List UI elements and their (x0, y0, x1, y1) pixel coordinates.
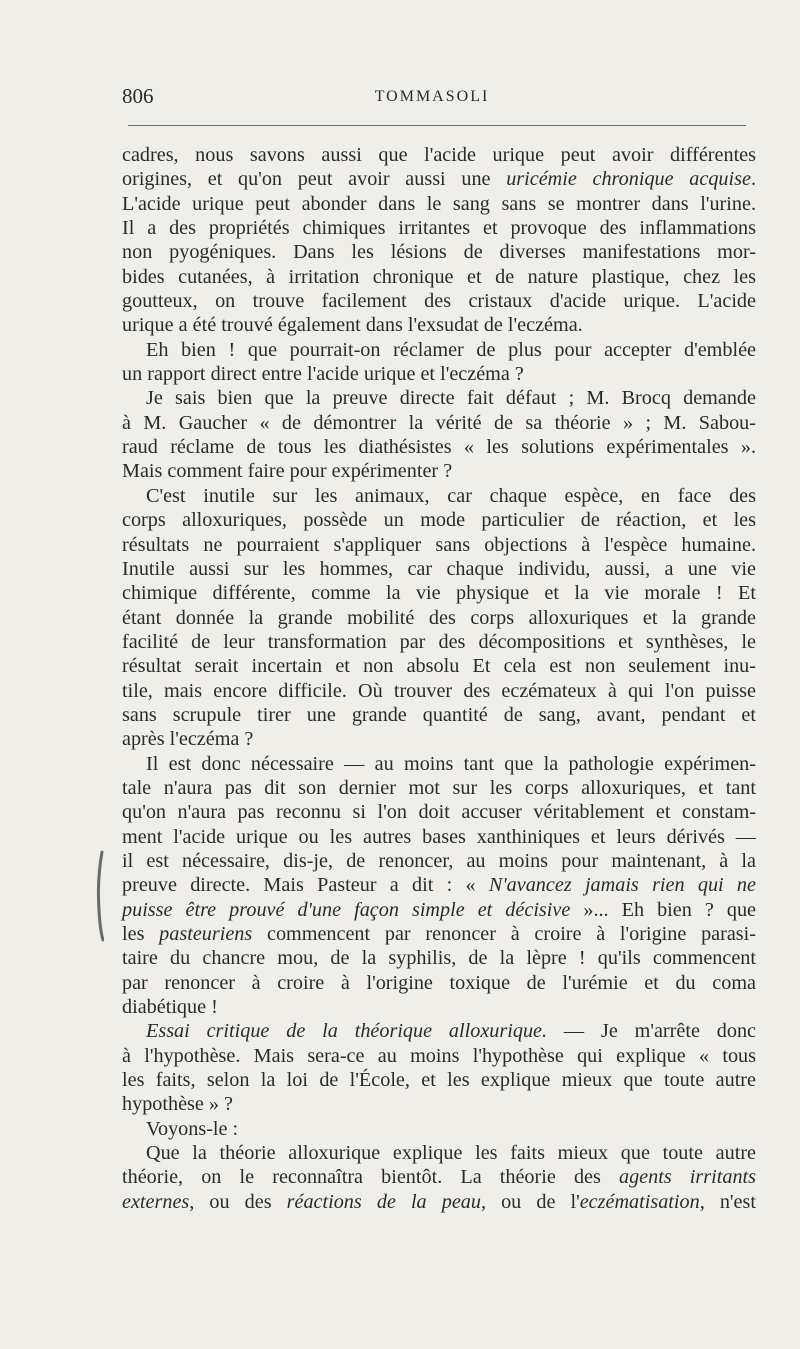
text-run: résultats ne pourraient s'appliquer sans objections à l'espèce humaine. (122, 533, 756, 556)
text-line (122, 800, 756, 824)
text-run: facilité de leur transformation par des décompositions et synthèses, le (122, 630, 756, 653)
text-line (122, 1044, 756, 1068)
text-line (122, 825, 756, 849)
text-line (122, 727, 756, 751)
text-run: Voyons-le : (146, 1117, 239, 1140)
text-run: résultat serait incertain et non absolu Et cela est non seulement inu- (122, 655, 756, 678)
page-header (122, 84, 750, 114)
text-run: ment l'acide urique ou les autres bases xanthiniques et leurs dérivés — (122, 825, 756, 848)
text-run: , ou de l' (480, 1190, 580, 1213)
italic-text: Essai critique de la théorique alloxurique. (146, 1020, 548, 1043)
text-line (122, 484, 756, 508)
text-run: les faits, selon la loi de l'École, et les explique mieux que toute autre (122, 1069, 756, 1092)
text-run: corps alloxuriques, possède un mode particulier de réaction, et les (122, 509, 756, 532)
text-run: Que la théorie alloxurique explique les faits mieux que toute autre (146, 1142, 756, 1165)
page-number: 806 (122, 84, 154, 108)
text-run: urique a été trouvé également dans l'exsudat de l'eczéma. (122, 314, 583, 337)
text-line (122, 1141, 756, 1165)
text-line (122, 265, 756, 289)
italic-text: uricémie chronique acquise (506, 168, 751, 191)
text-line (122, 192, 756, 216)
text-run: goutteux, on trouve facilement des cristaux d'acide urique. L'acide (122, 290, 756, 313)
text-run: Inutile aussi sur les hommes, car chaque individu, aussi, a une vie (122, 557, 756, 580)
text-line (122, 873, 756, 897)
italic-text: eczématisation (579, 1190, 700, 1213)
text-run: preuve directe. Mais Pasteur a dit : « (122, 874, 489, 897)
text-line (122, 1068, 756, 1092)
text-run: diabétique ! (122, 996, 218, 1019)
text-run: , ou des (189, 1190, 287, 1213)
text-run: un rapport direct entre l'acide urique et l'eczéma ? (122, 363, 524, 386)
body-text (122, 143, 756, 1214)
text-run: »... Eh bien ? que (570, 898, 757, 921)
text-line (122, 508, 756, 532)
text-run: L'acide urique peut abonder dans le sang sans se montrer dans l'urine. (122, 192, 756, 215)
text-run: à l'hypothèse. Mais sera-ce au moins l'hypothèse qui explique « tous (122, 1044, 756, 1067)
text-line (122, 411, 756, 435)
text-line (122, 533, 756, 557)
text-line (122, 703, 756, 727)
text-line (122, 1019, 756, 1043)
text-run: commencent par renoncer à croire à l'origine parasi- (252, 923, 756, 945)
text-line (122, 946, 756, 970)
text-run: qu'on n'aura pas reconnu si l'on doit accuser véritablement et constam- (122, 801, 756, 824)
text-run: Eh bien ! que pourrait-on réclamer de plus pour accepter d'emblée (146, 338, 756, 361)
text-line (122, 459, 756, 483)
text-line (122, 581, 756, 605)
text-line (122, 313, 756, 337)
text-run: tale n'aura pas dit son dernier mot sur les corps alloxuriques, et tant (122, 776, 756, 799)
text-line (122, 995, 756, 1019)
text-line (122, 289, 756, 313)
text-line (122, 630, 756, 654)
text-line (122, 679, 756, 703)
text-run: Il est donc nécessaire — au moins tant que la pathologie expérimen- (146, 752, 756, 775)
text-line (122, 338, 756, 362)
text-line (122, 654, 756, 678)
text-line (122, 849, 756, 873)
text-line (122, 1165, 756, 1189)
running-title: TOMMASOLI (374, 88, 490, 105)
text-run: hypothèse » ? (122, 1093, 234, 1116)
text-run: chimique différente, comme la vie physique et la vie morale ! Et (122, 582, 756, 605)
text-line (122, 435, 756, 459)
text-line (122, 362, 756, 386)
text-line (122, 1117, 756, 1141)
margin-pencil-mark (96, 850, 104, 942)
text-run: les (122, 923, 160, 945)
text-line (122, 143, 756, 167)
text-run: par renoncer à croire à l'origine toxique de l'urémie et du coma (122, 971, 756, 994)
header-rule (128, 125, 746, 126)
text-run: tile, mais encore difficile. Où trouver des eczémateux à qui l'on puisse (122, 679, 756, 702)
text-run: , n'est (699, 1190, 756, 1213)
text-run: raud réclame de tous les diathésistes « les solutions expérimentales ». (122, 436, 756, 459)
text-run: origines, et qu'on peut avoir aussi une (122, 168, 507, 191)
italic-text: externes (122, 1190, 190, 1213)
text-line (122, 386, 756, 410)
text-line (122, 1190, 756, 1214)
text-line (122, 922, 756, 946)
text-run: étant donnée la grande mobilité des corps alloxuriques et la grande (122, 606, 756, 629)
text-line (122, 240, 756, 264)
text-run: il est nécessaire, dis-je, de renoncer, au moins pour maintenant, à la (122, 849, 756, 872)
text-run: Je sais bien que la preuve directe fait défaut ; M. Brocq demande (146, 387, 756, 410)
text-line (122, 216, 756, 240)
text-line (122, 971, 756, 995)
text-run: non pyogéniques. Dans les lésions de diverses manifestations mor- (122, 241, 756, 264)
text-run: taire du chancre mou, de la syphilis, de la lèpre ! qu'ils commencent (122, 947, 756, 970)
text-line (122, 752, 756, 776)
text-line (122, 1092, 756, 1116)
text-run: Mais comment faire pour expérimenter ? (122, 460, 453, 483)
text-run: après l'eczéma ? (122, 728, 254, 751)
text-run: Il a des propriétés chimiques irritantes et provoque des inflammations (122, 217, 756, 240)
text-line (122, 167, 756, 191)
text-line (122, 606, 756, 630)
text-run: à M. Gaucher « de démontrer la vérité de sa théorie » ; M. Sabou- (122, 411, 756, 434)
italic-text: agents irritants (618, 1166, 757, 1189)
text-line (122, 557, 756, 581)
text-line (122, 898, 756, 922)
text-run: sans scrupule tirer une grande quantité de sang, avant, pendant et (122, 703, 756, 726)
text-run: cadres, nous savons aussi que l'acide urique peut avoir différentes (122, 144, 756, 166)
text-run: C'est inutile sur les animaux, car chaque espèce, en face des (146, 484, 756, 507)
text-run: bides cutanées, à irritation chronique et de nature plastique, chez les (122, 265, 756, 288)
italic-text: pasteuriens (159, 923, 253, 945)
text-line (122, 776, 756, 800)
text-run: théorie, on le reconnaîtra bientôt. La théorie des (122, 1166, 619, 1189)
text-run: — Je m'arrête donc (547, 1020, 756, 1043)
italic-text: réactions de la peau (286, 1190, 481, 1213)
text-run: . (750, 168, 756, 191)
italic-text: puisse être prouvé d'une façon simple et décisive (122, 898, 571, 921)
italic-text: N'avancez jamais rien qui ne (488, 874, 756, 897)
